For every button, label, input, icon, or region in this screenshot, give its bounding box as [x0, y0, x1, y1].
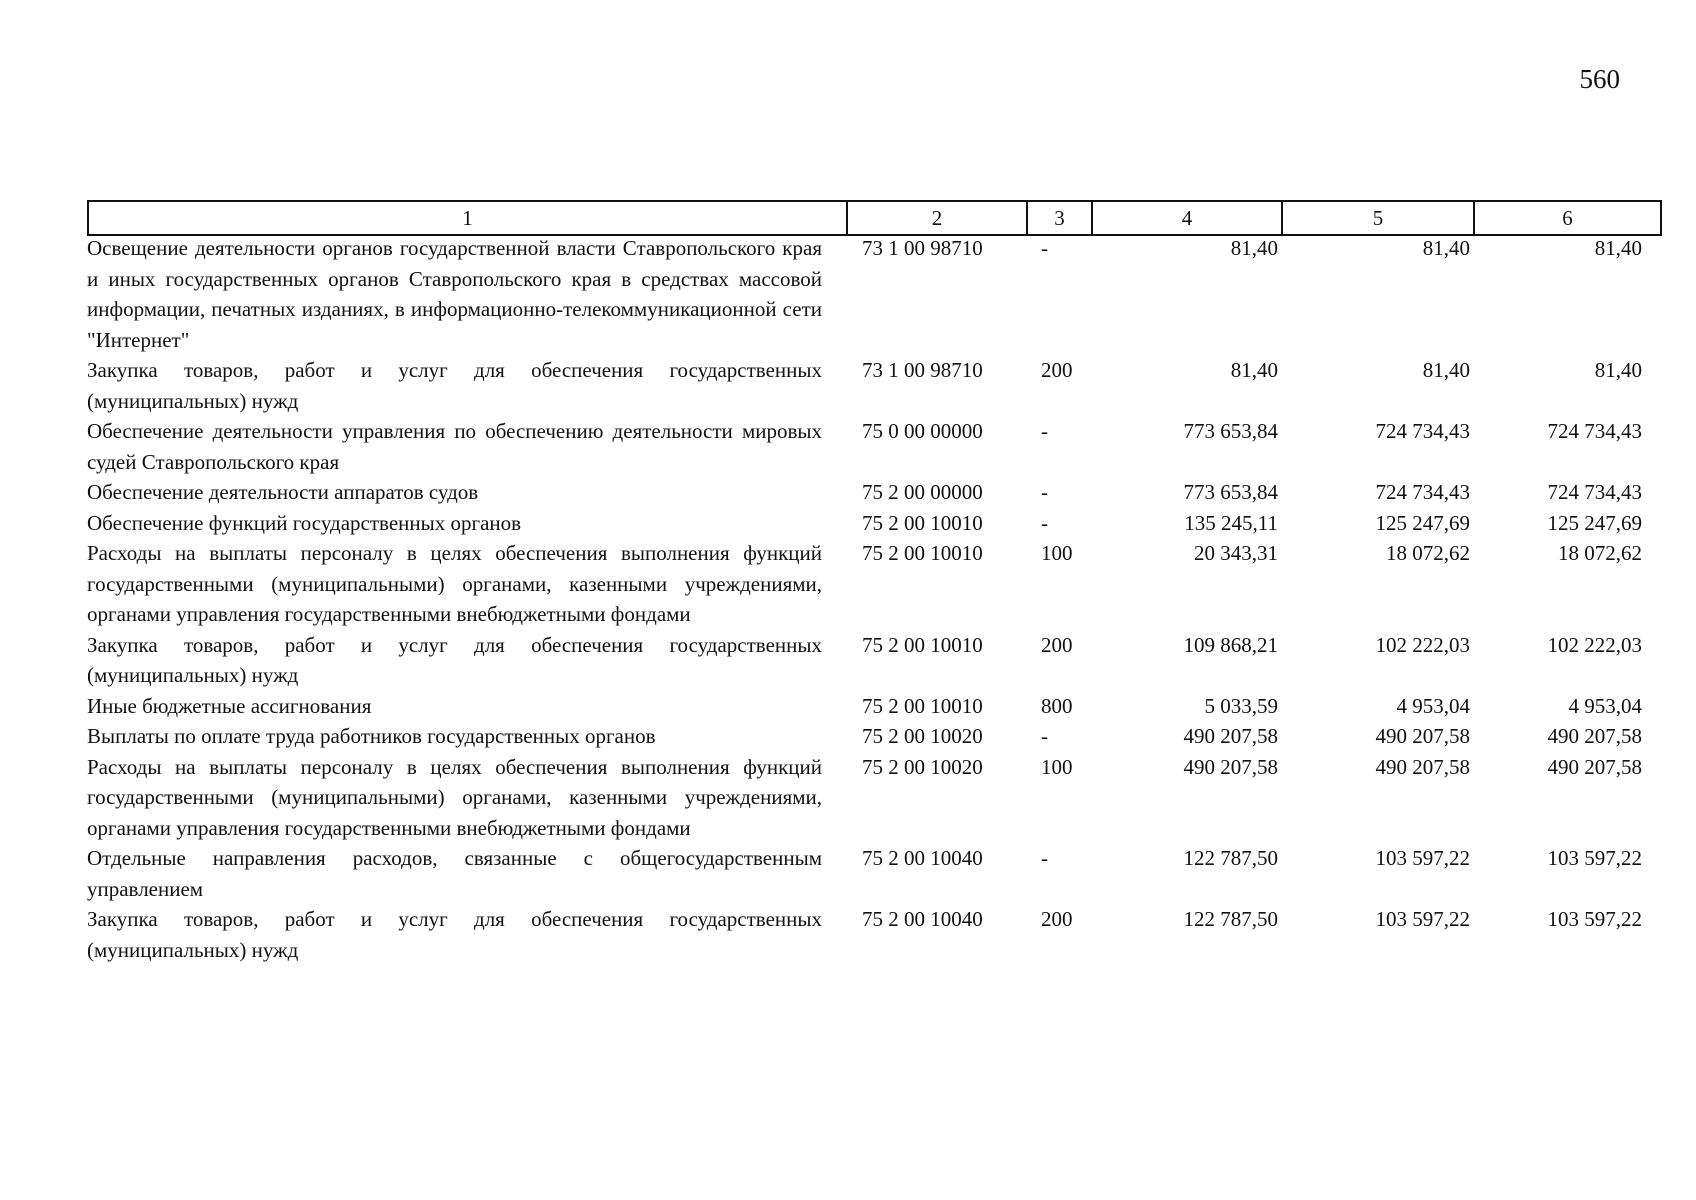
column-header: 4 [1092, 201, 1282, 235]
expense-name: Выплаты по оплате труда работников государственных органов [87, 724, 656, 748]
target-code: 75 2 00 10010 [862, 632, 983, 657]
target-code: 75 0 00 00000 [862, 419, 983, 443]
target-code: 75 2 00 00000 [862, 480, 983, 504]
column-header: 5 [1282, 201, 1474, 235]
amount-col-6: 81,40 [1594, 236, 1642, 260]
target-code: 73 1 00 98710 [862, 358, 983, 382]
amount-col-5: 125 247,69 [1375, 510, 1470, 535]
amount-col-4: 5 033,59 [1204, 693, 1278, 718]
amount-col-5: 102 222,03 [1375, 632, 1470, 657]
table-row [87, 630, 1660, 691]
expense-name: Расходы на выплаты персоналу в целях обеспечения выполнения функций государственными (муниципальными) органами, казенными учреждениями, органами управления государственными внебюджетными фондами [87, 754, 822, 840]
table-row [87, 477, 1660, 508]
amount-col-6: 4 953,04 [1568, 693, 1642, 718]
amount-col-5: 724 734,43 [1375, 480, 1470, 504]
column-header: 2 [847, 201, 1027, 235]
expense-name: Закупка товаров, работ и услуг для обеспечения государственных (муниципальных) нужд [87, 632, 822, 687]
amount-col-5: 724 734,43 [1375, 419, 1470, 443]
table-row [87, 538, 1660, 630]
page-number: 560 [1579, 64, 1620, 94]
target-code: 75 2 00 10010 [862, 541, 983, 565]
amount-col-4: 773 653,84 [1183, 480, 1278, 504]
amount-col-4: 20 343,31 [1194, 541, 1278, 565]
expense-type: - [1041, 419, 1048, 443]
amount-col-4: 81,40 [1230, 358, 1278, 382]
table-row [87, 843, 1660, 904]
column-header-table [87, 200, 1662, 236]
amount-col-6: 724 734,43 [1547, 419, 1642, 443]
table-row [87, 691, 1660, 722]
expense-name: Обеспечение деятельности аппаратов судов [87, 480, 479, 504]
expense-type: - [1041, 846, 1048, 870]
amount-col-6: 81,40 [1594, 358, 1642, 382]
amount-col-4: 109 868,21 [1183, 632, 1278, 657]
amount-col-5: 490 207,58 [1375, 724, 1470, 748]
amount-col-6: 103 597,22 [1547, 846, 1642, 870]
expense-name: Расходы на выплаты персоналу в целях обеспечения выполнения функций государственными (муниципальными) органами, казенными учреждениями, органами управления государственными внебюджетными фондами [87, 541, 822, 626]
table-row [87, 233, 1660, 355]
expense-type: 200 [1041, 632, 1073, 657]
amount-col-4: 490 207,58 [1183, 724, 1278, 748]
column-header: 1 [88, 201, 847, 235]
expense-type: - [1041, 236, 1048, 260]
target-code: 75 2 00 10010 [862, 693, 983, 718]
amount-col-6: 490 207,58 [1547, 724, 1642, 748]
amount-col-4: 773 653,84 [1183, 419, 1278, 443]
amount-col-6: 103 597,22 [1547, 907, 1642, 931]
table-row [87, 721, 1660, 752]
amount-col-5: 103 597,22 [1375, 907, 1470, 931]
expense-name: Обеспечение деятельности управления по обеспечению деятельности мировых судей Ставропольского края [87, 419, 822, 474]
expense-name: Закупка товаров, работ и услуг для обеспечения государственных (муниципальных) нужд [87, 907, 822, 962]
amount-col-6: 490 207,58 [1547, 754, 1642, 779]
expense-type: - [1041, 724, 1048, 748]
target-code: 75 2 00 10040 [862, 907, 983, 931]
amount-col-6: 724 734,43 [1547, 480, 1642, 504]
amount-col-6: 102 222,03 [1547, 632, 1642, 657]
amount-col-4: 135 245,11 [1184, 510, 1278, 535]
target-code: 75 2 00 10020 [862, 724, 983, 748]
target-code: 73 1 00 98710 [862, 236, 983, 260]
table-row [87, 752, 1660, 844]
column-header-row [88, 201, 1661, 235]
expense-type: 100 [1041, 541, 1073, 565]
table-row [87, 508, 1660, 539]
expense-type: 200 [1041, 907, 1073, 931]
amount-col-4: 122 787,50 [1183, 846, 1278, 870]
expense-name: Закупка товаров, работ и услуг для обеспечения государственных (муниципальных) нужд [87, 358, 822, 413]
expense-name: Обеспечение функций государственных органов [87, 510, 522, 535]
amount-col-4: 490 207,58 [1183, 754, 1278, 779]
column-header: 3 [1027, 201, 1092, 235]
column-header: 6 [1474, 201, 1661, 235]
target-code: 75 2 00 10020 [862, 754, 983, 779]
expense-name: Освещение деятельности органов государственной власти Ставропольского края и иных государственных органов Ставропольского края в средствах массовой информации, печатных изданиях, в информационно-телекоммуникационной сети "Интернет" [87, 236, 822, 352]
amount-col-5: 81,40 [1422, 358, 1470, 382]
amount-col-5: 103 597,22 [1375, 846, 1470, 870]
target-code: 75 2 00 10040 [862, 846, 983, 870]
amount-col-4: 81,40 [1230, 236, 1278, 260]
table-row [87, 904, 1660, 965]
expense-type: 200 [1041, 358, 1073, 382]
expense-name: Иные бюджетные ассигнования [87, 693, 372, 718]
amount-col-6: 18 072,62 [1558, 541, 1642, 565]
expense-type: - [1041, 480, 1048, 504]
amount-col-5: 18 072,62 [1386, 541, 1470, 565]
table-row [87, 355, 1660, 416]
amount-col-5: 490 207,58 [1375, 754, 1470, 779]
amount-col-4: 122 787,50 [1183, 907, 1278, 931]
expense-type: 800 [1041, 693, 1073, 718]
amount-col-5: 81,40 [1422, 236, 1470, 260]
expense-type: 100 [1041, 754, 1073, 779]
budget-table-body [87, 233, 1660, 965]
amount-col-5: 4 953,04 [1396, 693, 1470, 718]
budget-table [87, 233, 1660, 965]
expense-name: Отдельные направления расходов, связанные с общегосударственным управлением [87, 846, 822, 901]
amount-col-6: 125 247,69 [1547, 510, 1642, 535]
target-code: 75 2 00 10010 [862, 510, 983, 535]
table-row [87, 416, 1660, 477]
expense-type: - [1041, 510, 1048, 535]
